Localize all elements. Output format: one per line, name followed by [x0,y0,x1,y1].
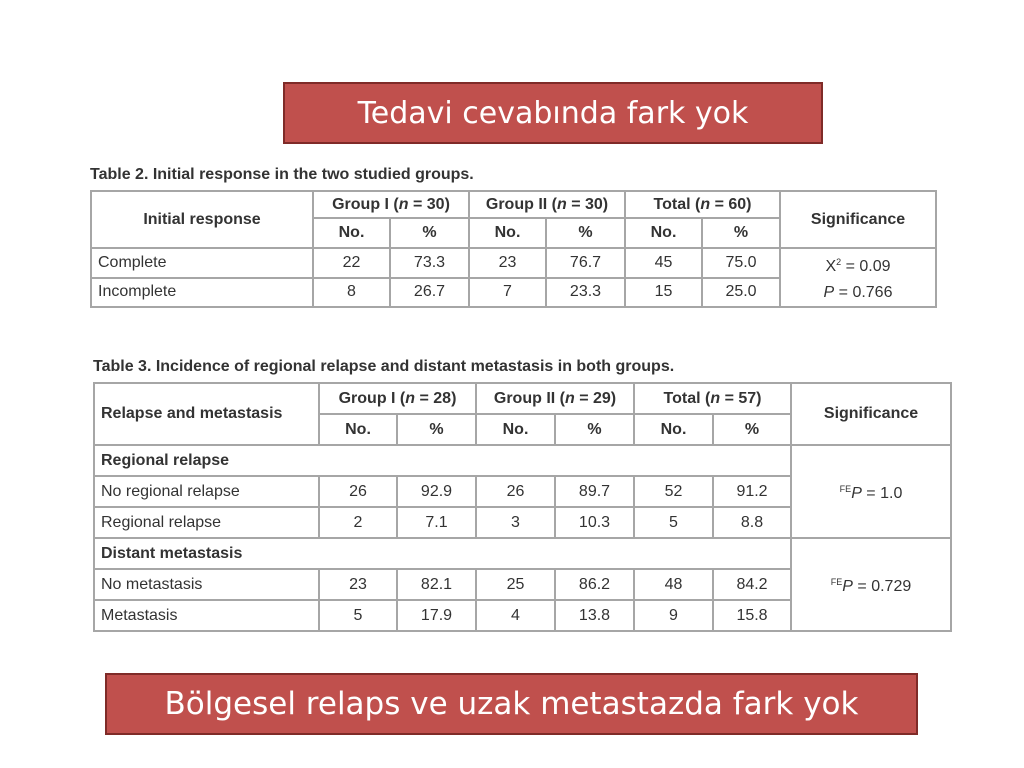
table-cell: 23 [469,248,546,278]
table3-group-header: Total (n = 57) [634,383,791,414]
table-cell: 7 [469,278,546,308]
section-title-distant-metastasis: Distant metastasis [94,538,791,569]
p-value: P = 0.766 [823,284,893,301]
table-cell: 5 [634,507,713,538]
row-label: Complete [91,248,313,278]
table3-group-header: Group I (n = 28) [319,383,476,414]
row-label: No regional relapse [94,476,319,507]
table-cell: 91.2 [713,476,791,507]
table3-subheader-pct: % [397,414,476,445]
table-cell: 8 [313,278,390,308]
table2-subheader-pct: % [702,218,780,248]
table2-subheader-no: No. [625,218,702,248]
table-cell: 3 [476,507,555,538]
distant-metastasis-significance: $^{FE}$P = 0.729 [791,538,951,631]
table-cell: 89.7 [555,476,634,507]
table-cell: 82.1 [397,569,476,600]
table-cell: 2 [319,507,397,538]
table-cell: 5 [319,600,397,631]
table2-significance-header: Significance [780,191,936,248]
table3-subheader-pct: % [713,414,791,445]
table3-caption: Table 3. Incidence of regional relapse and distant metastasis in both groups. [93,358,675,375]
table3-row-header: Relapse and metastasis [94,383,319,445]
title-banner-bottom-text: Bölgesel relaps ve uzak metastazda fark yok [164,686,859,722]
table-cell: 73.3 [390,248,469,278]
table-cell: 48 [634,569,713,600]
table-cell: 17.9 [397,600,476,631]
table-cell: 13.8 [555,600,634,631]
row-label: Metastasis [94,600,319,631]
table-cell: 10.3 [555,507,634,538]
table2-row-header: Initial response [91,191,313,248]
table-cell: 9 [634,600,713,631]
table-row [91,248,936,278]
table-cell: 15 [625,278,702,308]
row-label: Incomplete [91,278,313,308]
table2-subheader-no: No. [313,218,390,248]
table-cell: 26 [476,476,555,507]
section-row [94,538,951,569]
table-cell: 92.9 [397,476,476,507]
chi-square-value: $X^2 = 0.09$ [825,257,891,275]
table2-subheader-no: No. [469,218,546,248]
table-cell: 25 [476,569,555,600]
table2-subheader-pct: % [546,218,625,248]
table2-significance-cell [780,248,936,307]
table-cell: 76.7 [546,248,625,278]
table-cell: 84.2 [713,569,791,600]
table-cell: 8.8 [713,507,791,538]
row-label: No metastasis [94,569,319,600]
table-cell: 26 [319,476,397,507]
title-banner-bottom [105,673,918,735]
table-cell: 15.8 [713,600,791,631]
table2-initial-response [90,190,937,308]
section-row [94,445,951,476]
table3-significance-header: Significance [791,383,951,445]
table-cell: 86.2 [555,569,634,600]
table3-group-header: Group II (n = 29) [476,383,634,414]
table2-group-header: Group I (n = 30) [313,191,469,218]
table2-group-header: Group II (n = 30) [469,191,625,218]
table-cell: 23 [319,569,397,600]
table3-subheader-no: No. [634,414,713,445]
section-title-regional-relapse: Regional relapse [94,445,791,476]
row-label: Regional relapse [94,507,319,538]
table-cell: 23.3 [546,278,625,308]
table-cell: 26.7 [390,278,469,308]
regional-relapse-significance: $^{FE}$P = 1.0 [791,445,951,538]
title-banner-top-text: Tedavi cevabında fark yok [357,95,749,131]
table-cell: 7.1 [397,507,476,538]
table2-header-row [91,191,936,218]
table3-relapse-metastasis [93,382,952,632]
table2-caption: Table 2. Initial response in the two studied groups. [90,166,474,183]
table-cell: 22 [313,248,390,278]
table-cell: 45 [625,248,702,278]
table3-subheader-no: No. [476,414,555,445]
table-cell: 75.0 [702,248,780,278]
table-cell: 52 [634,476,713,507]
table-cell: 25.0 [702,278,780,308]
table2-group-header: Total (n = 60) [625,191,780,218]
table2-subheader-pct: % [390,218,469,248]
table-cell: 4 [476,600,555,631]
table3-subheader-no: No. [319,414,397,445]
table3-header-row [94,383,951,414]
table3-subheader-pct: % [555,414,634,445]
title-banner-top [283,82,823,144]
